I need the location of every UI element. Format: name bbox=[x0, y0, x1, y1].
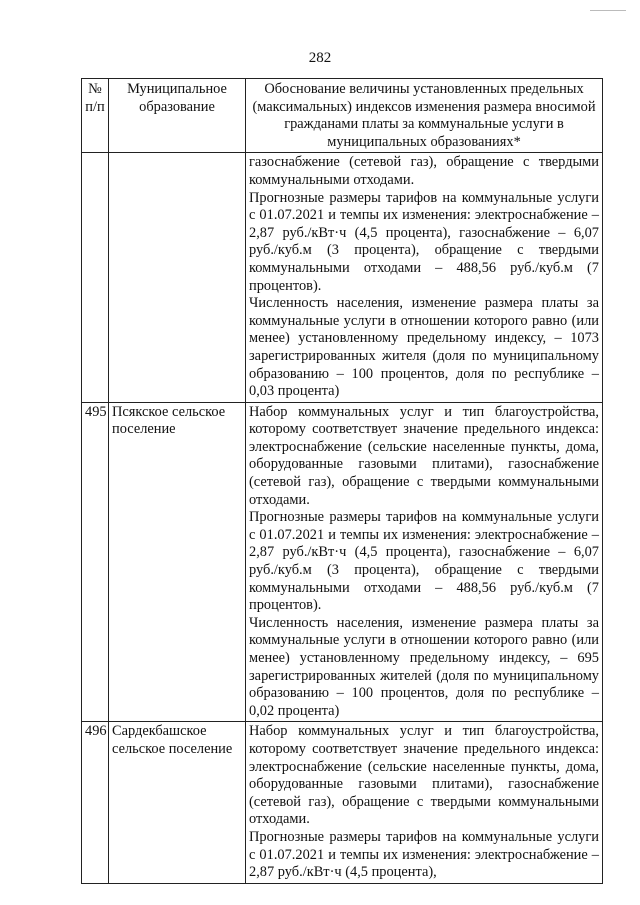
row-num bbox=[82, 153, 109, 402]
paragraph: Прогнозные размеры тарифов на коммунальные услуги с 01.07.2021 и темпы их изменения: электроснабжение – 2,87 руб./кВт·ч (4,5 процента), газоснабжение – 6,07 руб./куб.м (3 процента), обращение с твердыми коммунальными отходами – 488,56 руб./куб.м (7 процентов). bbox=[249, 189, 599, 294]
paragraph: Набор коммунальных услуг и тип благоустройства, которому соответствует значение предельного индекса: электроснабжение (сельские населенные пункты, дома, оборудованные газовыми плитами), газоснабжение (сетевой газ), обращение с твердыми коммунальными отходами. bbox=[249, 403, 599, 508]
table-row bbox=[82, 153, 603, 402]
paragraph: Набор коммунальных услуг и тип благоустройства, которому соответствует значение предельного индекса: электроснабжение (сельские населенные пункты, дома, оборудованные газовыми плитами), газоснабжение (сетевой газ), обращение с твердыми коммунальными отходами. bbox=[249, 723, 599, 828]
row-municipality: Псякское сельское поселение bbox=[109, 402, 246, 722]
header-num: № п/п bbox=[82, 79, 109, 153]
row-municipality bbox=[109, 153, 246, 402]
row-num: 495 bbox=[82, 402, 109, 722]
row-num: 496 bbox=[82, 722, 109, 883]
row-justification bbox=[246, 722, 603, 883]
page-number: 282 bbox=[308, 50, 332, 66]
tariff-table bbox=[81, 78, 603, 884]
table-row bbox=[82, 402, 603, 722]
row-municipality: Сардекбашское сельское поселение bbox=[109, 722, 246, 883]
row-justification bbox=[246, 153, 603, 402]
table-row bbox=[82, 722, 603, 883]
header-justification: Обоснование величины установленных предельных (максимальных) индексов изменения размера вносимой гражданами платы за коммунальные услуги в муниципальных образованиях* bbox=[246, 79, 603, 153]
paragraph: Численность населения, изменение размера платы за коммунальные услуги в отношении которого равно (или менее) установленному предельному индексу, – 1073 зарегистрированных жителя (доля по муниципальному образованию – 100 процентов, доля по республике – 0,03 процента) bbox=[249, 295, 599, 400]
row-justification bbox=[246, 402, 603, 722]
paragraph: Численность населения, изменение размера платы за коммунальные услуги в отношении которого равно (или менее) установленному предельному индексу, – 695 зарегистрированных жителей (доля по муниципальному образованию – 100 процентов, доля по республике – 0,02 процента) bbox=[249, 614, 599, 719]
paragraph: Прогнозные размеры тарифов на коммунальные услуги с 01.07.2021 и темпы их изменения: электроснабжение – 2,87 руб./кВт·ч (4,5 процента), bbox=[249, 828, 599, 881]
table-header-row bbox=[82, 79, 603, 153]
paragraph: Прогнозные размеры тарифов на коммунальные услуги с 01.07.2021 и темпы их изменения: электроснабжение – 2,87 руб./кВт·ч (4,5 процента), газоснабжение – 6,07 руб./куб.м (3 процента), обращение с твердыми коммунальными отходами – 488,56 руб./куб.м (7 процентов). bbox=[249, 509, 599, 614]
paragraph: газоснабжение (сетевой газ), обращение с твердыми коммунальными отходами. bbox=[249, 154, 599, 188]
header-municipality: Муниципальное образование bbox=[109, 79, 246, 153]
corner-mark bbox=[590, 10, 626, 11]
